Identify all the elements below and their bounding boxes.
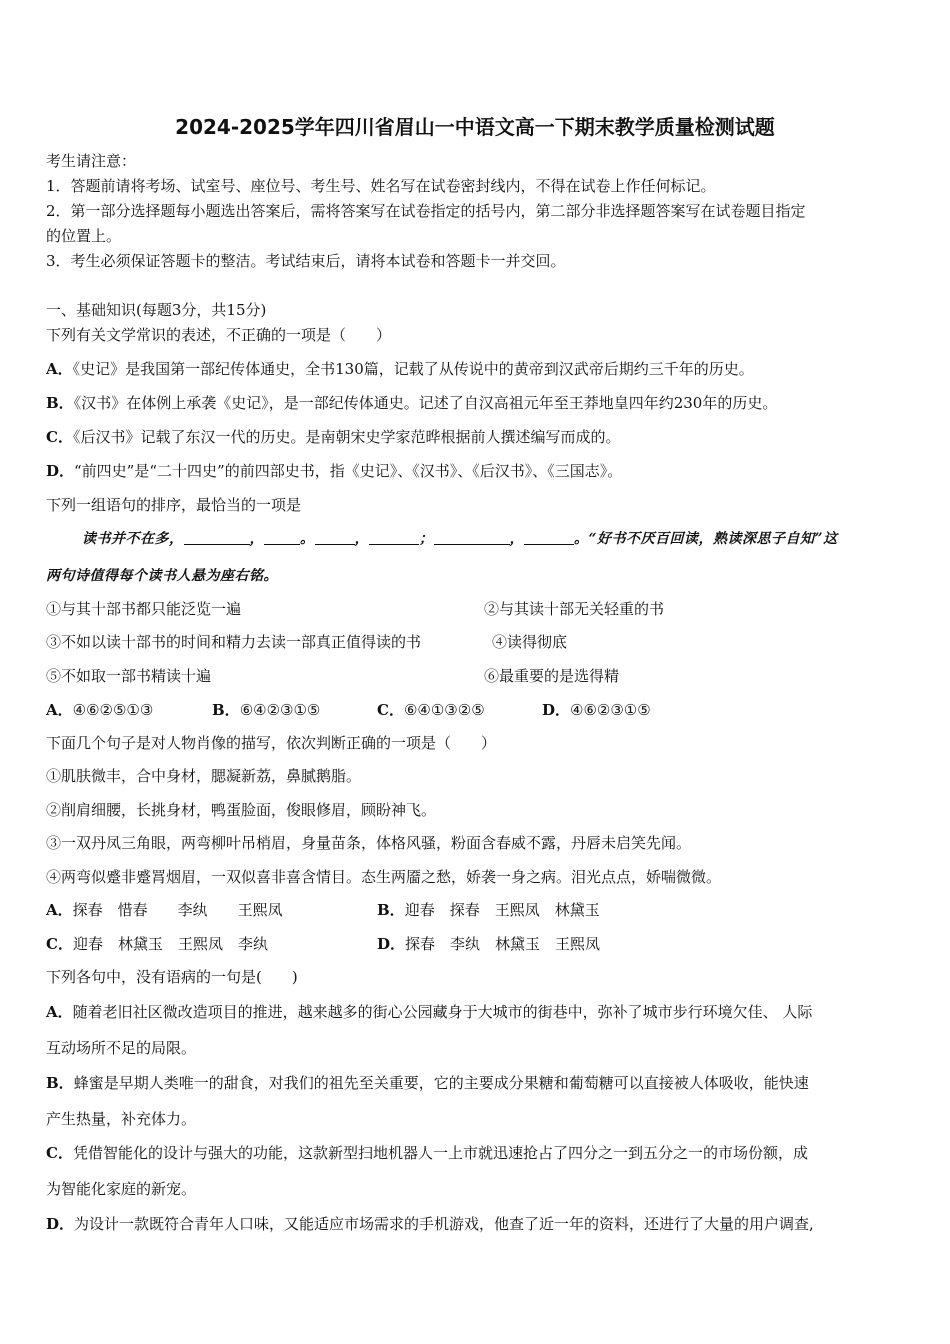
option-a: A．随着老旧社区微改造项目的推进，越来越多的街心公园藏身于大城市的街巷中，弥补了城市步行环境欠佳、 人际 (46, 1003, 813, 1021)
blank (524, 530, 574, 545)
option-b-continued: 产生热量，补充体力。 (46, 1110, 197, 1128)
passage-line: 两句诗值得每个读书人悬为座右铭。 (46, 568, 278, 584)
blank (184, 530, 250, 545)
question-stem: 下面几个句子是对人物肖像的描写，依次判断正确的一项是（ ） (46, 734, 497, 752)
option-d: D．为设计一款既符合青年人口味，又能适应市场需求的手机游戏，他查了近一年的资料，还进行了大量的用户调查, (46, 1215, 814, 1233)
notice-item: 2．第一部分选择题每小题选出答案后，需将答案写在试卷指定的括号内，第二部分非选择题答案写在试卷题目指定 (46, 202, 806, 220)
sentence-item: ⑥最重要的是选得精 (484, 667, 620, 685)
option-a: A．④⑥②⑤①③ (46, 701, 154, 719)
option-b: B．蜂蜜是早期人类唯一的甜食，对我们的祖先至关重要，它的主要成分果糖和葡萄糖可以直接被人体吸收，能快速 (46, 1074, 809, 1092)
sentence-item: ①肌肤微丰，合中身材，腮凝新荔，鼻腻鹅脂。 (46, 767, 362, 785)
section-heading: 一、基础知识(每题3分，共15分) (46, 301, 267, 319)
option-c: C．迎春 林黛玉 王熙凤 李纨 (46, 935, 268, 953)
notice-heading: 考生请注意： (46, 152, 137, 170)
sentence-item: ④两弯似蹙非蹙罥烟眉，一双似喜非喜含情目。态生两靥之愁，娇袭一身之病。泪光点点，娇喘微微。 (46, 868, 722, 886)
option-c: C．《后汉书》记载了东汉一代的历史。是南朝宋史学家范晔根据前人撰述编写而成的。 (46, 428, 621, 446)
option-d: D．“前四史”是“二十四史”的前四部史书，指《史记》、《汉书》、《后汉书》、《三国志》。 (46, 462, 623, 480)
option-d: D．探春 李纨 林黛玉 王熙凤 (377, 935, 601, 953)
sentence-item: ④读得彻底 (492, 633, 568, 651)
question-stem: 下列有关文学常识的表述，不正确的一项是（ ） (46, 326, 392, 344)
blank (315, 530, 355, 545)
option-a-continued: 互动场所不足的局限。 (46, 1039, 197, 1057)
option-c: C．凭借智能化的设计与强大的功能，这款新型扫地机器人一上市就迅速抢占了四分之一到五分之一的市场份额，成 (46, 1144, 808, 1162)
question-stem: 下列各句中，没有语病的一句是( ) (46, 968, 298, 986)
passage-line: 读书并不在多， ， 。 ， ； ， 。“好书不厌百回读，熟读深思子自知”这 (82, 531, 838, 547)
option-d: D．④⑥②③①⑤ (542, 701, 651, 719)
notice-item: 的位置上。 (46, 227, 122, 245)
notice-item: 1．答题前请将考场、试室号、座位号、考生号、姓名写在试卷密封线内，不得在试卷上作任何标记。 (46, 177, 716, 195)
option-b: B．⑥④②③①⑤ (212, 701, 321, 719)
question-stem: 下列一组语句的排序，最恰当的一项是 (46, 496, 302, 514)
option-b: B．迎春 探春 王熙凤 林黛玉 (377, 901, 600, 919)
sentence-item: ①与其十部书都只能泛览一遍 (46, 600, 242, 618)
sentence-item: ②与其读十部无关轻重的书 (484, 600, 665, 618)
sentence-item: ③一双丹凤三角眼，两弯柳叶吊梢眉，身量苗条，体格风骚，粉面含春威不露，丹唇未启笑先闻。 (46, 834, 692, 852)
notice-item: 3．考生必须保证答题卡的整洁。考试结束后，请将本试卷和答题卡一并交回。 (46, 252, 566, 270)
sentence-item: ②削肩细腰，长挑身材，鸭蛋脸面，俊眼修眉，顾盼神飞。 (46, 801, 437, 819)
blank (369, 530, 419, 545)
blank (264, 530, 300, 545)
sentence-item: ⑤不如取一部书精读十遍 (46, 667, 212, 685)
blank (434, 530, 510, 545)
option-c-continued: 为智能化家庭的新宠。 (46, 1180, 197, 1198)
option-a: A．探春 惜春 李纨 王熙凤 (46, 901, 283, 919)
option-c: C．⑥④①③②⑤ (377, 701, 485, 719)
page-title: 2024-2025学年四川省眉山一中语文高一下期末教学质量检测试题 (175, 115, 775, 139)
option-a: A．《史记》是我国第一部纪传体通史，全书130篇，记载了从传说中的黄帝到汉武帝后期约三千年的历史。 (46, 360, 754, 378)
sentence-item: ③不如以读十部书的时间和精力去读一部真正值得读的书 (46, 633, 422, 651)
option-b: B．《汉书》在体例上承袭《史记》，是一部纪传体通史。记述了自汉高祖元年至王莽地皇四年约230年的历史。 (46, 394, 778, 412)
